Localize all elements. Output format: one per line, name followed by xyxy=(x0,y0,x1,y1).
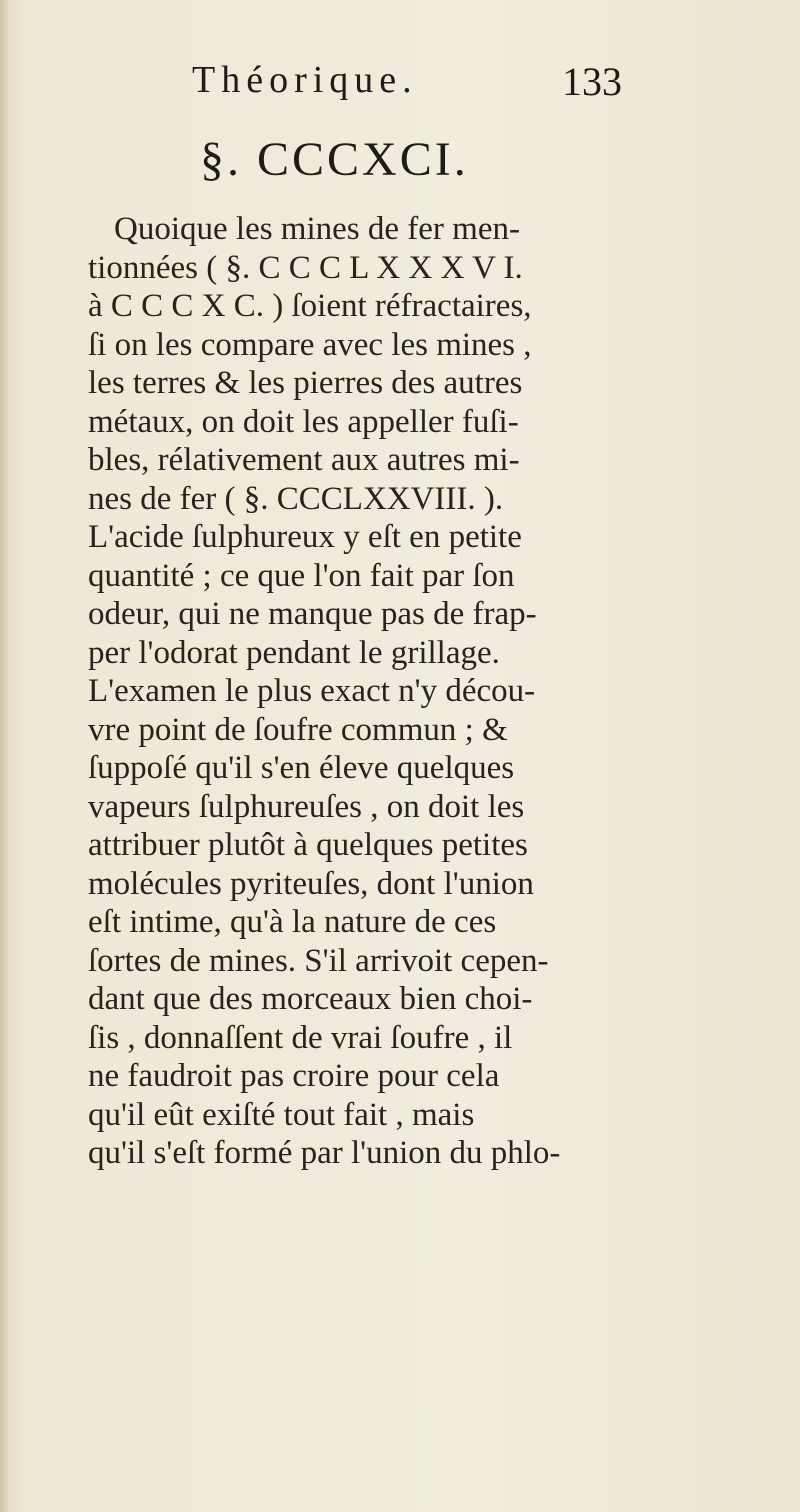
page-gutter-shadow xyxy=(0,0,10,1512)
text-line: Quoique les mines de fer men- xyxy=(114,211,520,247)
page-header xyxy=(0,58,800,106)
text-line: qu'il eût exiſté tout fait , mais xyxy=(88,1096,475,1133)
page-number: 133 xyxy=(562,59,622,104)
text-line: métaux, on doit les appeller fuſi- xyxy=(88,403,519,440)
section-heading: §. CCCXCI. xyxy=(200,133,469,186)
text-line: qu'il s'eſt formé par l'union du phlo- xyxy=(88,1135,561,1171)
text-line: per l'odorat pendant le grillage. xyxy=(88,634,500,671)
text-line: tionnées ( §. C C C L X X X V I. xyxy=(88,249,523,286)
text-line: ſis , donnaſſent de vrai ſoufre , il xyxy=(88,1019,513,1056)
text-line: dant que des morceaux bien choi- xyxy=(88,981,533,1017)
text-line: L'examen le plus exact n'y décou- xyxy=(88,673,536,709)
body-paragraph xyxy=(88,210,668,1173)
text-line: les terres & les pierres des autres xyxy=(88,365,523,401)
text-line: quantité ; ce que l'on fait par ſon xyxy=(88,557,515,594)
text-line: L'acide ſulphureux y eſt en petite xyxy=(88,519,522,555)
text-line: vre point de ſoufre commun ; & xyxy=(88,711,508,748)
text-line: à C C C X C. ) ſoient réfractaires, xyxy=(88,288,532,324)
text-line: molécules pyriteuſes, dont l'union xyxy=(88,865,534,902)
text-line: bles, rélativement aux autres mi- xyxy=(88,442,520,478)
text-line: attribuer plutôt à quelques petites xyxy=(88,827,528,863)
text-line: ſi on les compare avec les mines , xyxy=(88,326,532,363)
text-line: ſuppoſé qu'il s'en éleve quelques xyxy=(88,750,515,786)
text-line: ſortes de mines. S'il arrivoit cepen- xyxy=(88,942,549,979)
text-line: eſt intime, qu'à la nature de ces xyxy=(88,904,497,940)
text-line: odeur, qui ne manque pas de frap- xyxy=(88,596,537,632)
text-line: ne faudroit pas croire pour cela xyxy=(88,1058,500,1094)
text-line: nes de fer ( §. CCCLXXVIII. ). xyxy=(88,480,504,517)
text-line: vapeurs ſulphureuſes , on doit les xyxy=(88,788,525,825)
running-head: Théorique. xyxy=(192,59,418,101)
